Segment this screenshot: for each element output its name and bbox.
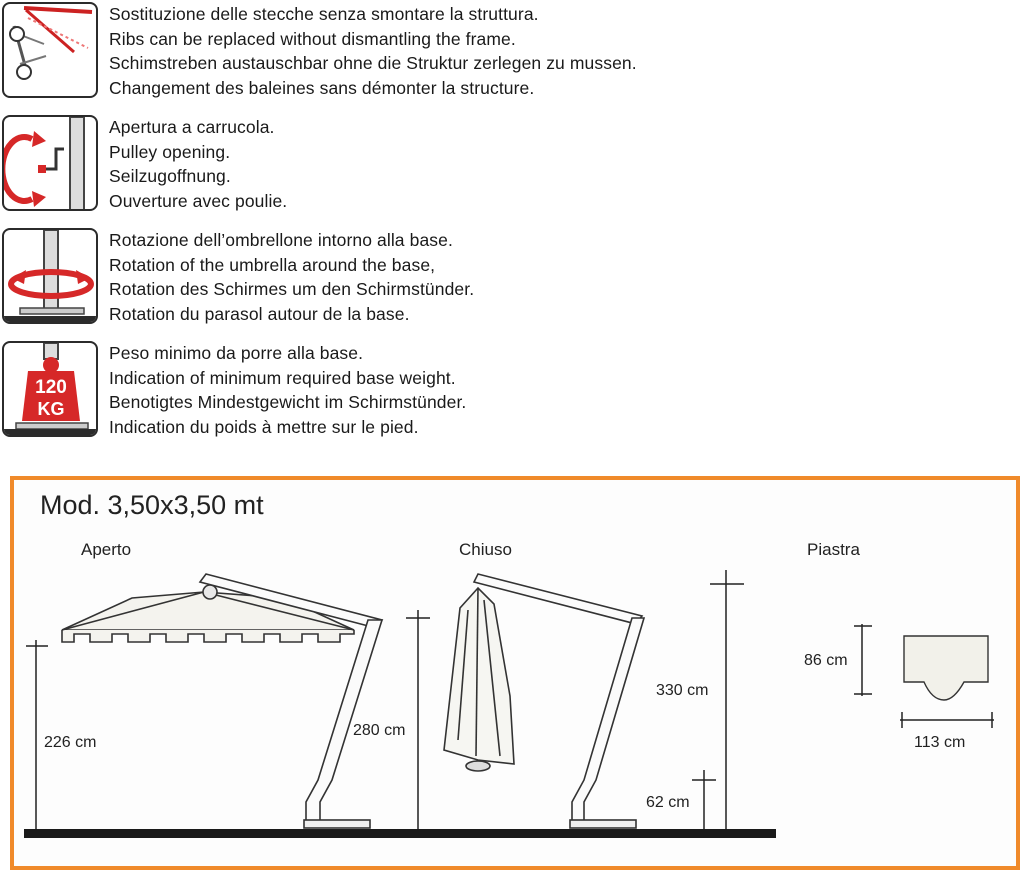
text-fr: Changement des baleines sans démonter la structure.	[109, 77, 535, 98]
closed-label: Chiuso	[459, 540, 512, 559]
dim-pole-height	[406, 610, 430, 829]
pulley-icon	[2, 115, 98, 211]
ground-line	[24, 829, 776, 838]
text-it: Apertura a carrucola.	[109, 117, 275, 137]
feature-text	[109, 115, 287, 213]
dim-total-height	[710, 570, 744, 829]
feature-text	[109, 228, 474, 326]
dim-plate-depth	[854, 624, 872, 696]
plate-width-label: 113 cm	[914, 734, 966, 751]
feature-text	[109, 2, 637, 100]
open-label: Aperto	[81, 540, 132, 559]
dim-base-height	[692, 770, 716, 829]
feature-base-weight	[2, 341, 1002, 441]
closed-umbrella	[444, 574, 644, 828]
plate-label: Piastra	[807, 540, 860, 559]
text-en: Indication of minimum required base weight.	[109, 367, 456, 388]
feature-text	[109, 341, 466, 439]
open-umbrella	[62, 574, 382, 828]
text-de: Schimstreben austauschbar ohne die Struktur zerlegen zu mussen.	[109, 53, 637, 73]
ribs-replacement-icon	[2, 2, 98, 98]
text-de: Seilzugoffnung.	[109, 166, 231, 186]
text-fr: Ouverture avec poulie.	[109, 190, 288, 211]
feature-rotation	[2, 228, 1002, 328]
text-it: Peso minimo da porre alla base.	[109, 343, 364, 363]
text-en: Ribs can be replaced without dismantling the frame.	[109, 28, 516, 49]
text-de: Rotation des Schirmes um den Schirmstünder.	[109, 279, 475, 299]
weight-value: 120	[35, 377, 67, 398]
weight-unit: KG	[37, 399, 65, 419]
rotation-icon	[2, 228, 98, 324]
dim-plate-width	[900, 712, 994, 728]
feature-pulley	[2, 115, 1002, 215]
text-it: Sostituzione delle stecche senza smontare la struttura.	[109, 4, 539, 24]
text-fr: Indication du poids à mettre sur le pied.	[109, 416, 419, 437]
umbrella-diagram	[14, 480, 1016, 866]
model-dimensions-panel	[10, 476, 1020, 870]
feature-ribs	[2, 2, 1002, 102]
text-fr: Rotation du parasol autour de la base.	[109, 303, 410, 324]
base-plate	[904, 636, 988, 700]
base-weight-icon	[2, 341, 98, 437]
text-en: Pulley opening.	[109, 141, 231, 162]
total-height-label: 330 cm	[656, 682, 709, 699]
base-height-label: 62 cm	[646, 794, 690, 811]
text-en: Rotation of the umbrella around the base,	[109, 254, 436, 275]
model-title: Mod. 3,50x3,50 mt	[40, 490, 264, 520]
text-de: Benotigtes Mindestgewicht im Schirmstünder.	[109, 392, 467, 412]
open-height-label: 226 cm	[44, 734, 97, 751]
pole-height-label: 280 cm	[353, 722, 406, 739]
plate-depth-label: 86 cm	[804, 652, 848, 669]
text-it: Rotazione dell’ombrellone intorno alla base.	[109, 230, 453, 250]
